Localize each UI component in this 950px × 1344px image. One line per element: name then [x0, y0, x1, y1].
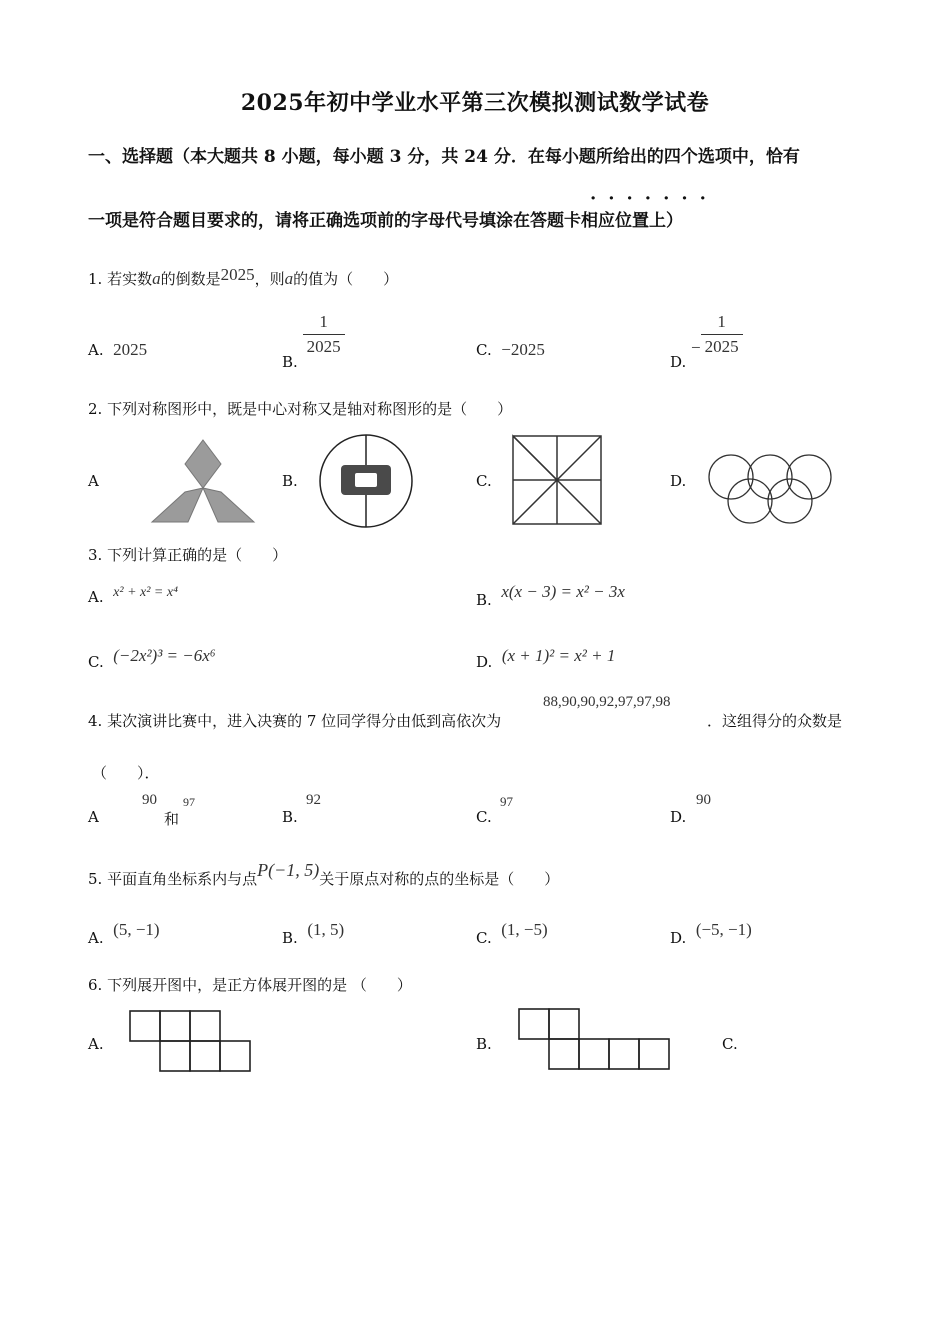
question-4-option-a-value2: 97	[183, 795, 195, 809]
question-5-option-a[interactable]: A. (5, −1)	[88, 920, 160, 947]
three-rhombus-logo[interactable]	[150, 436, 256, 526]
question-4-option-a-joiner: 和	[164, 810, 180, 828]
question-3-stem: 3. 下列计算正确的是（ ）	[88, 546, 288, 564]
section-header-line1: 一、选择题（本大题共 8 小题，每小题 3 分，共 24 分．在每小题所给出的四个选项中，恰有	[88, 147, 800, 167]
question-1-option-c[interactable]: C. −2025	[476, 340, 545, 359]
question-2-stem: 2. 下列对称图形中，既是中心对称又是轴对称图形的是（ ）	[88, 400, 513, 418]
question-4-option-b-value: 92	[306, 792, 321, 808]
question-4-stem-end: ．这组得分的众数是	[707, 712, 843, 730]
question-4-option-a-value: 90	[142, 792, 157, 808]
question-2-option-a-label[interactable]: A	[88, 472, 99, 490]
question-4-stem-line2: （ ）．	[92, 764, 160, 782]
question-4-option-d-value: 90	[696, 792, 711, 808]
question-5-option-d[interactable]: D. (−5, −1)	[670, 920, 752, 947]
question-4-option-d-label[interactable]: D.	[670, 808, 687, 826]
question-4-stem: 4. 某次演讲比赛中，进入决赛的 7 位同学得分由低到高依次为	[88, 712, 502, 730]
question-4-option-b-label[interactable]: B.	[282, 808, 298, 826]
ancient-coin[interactable]	[316, 432, 416, 530]
question-6-option-b-label[interactable]: B.	[476, 1035, 492, 1053]
question-1-option-b[interactable]: B. $\frac{1}{2025}$	[282, 312, 345, 357]
olympic-rings[interactable]	[704, 452, 836, 528]
question-2-option-c-label[interactable]: C.	[476, 472, 492, 490]
pinwheel[interactable]	[510, 434, 604, 526]
question-4-scores: 88,90,90,92,97,97,98	[543, 694, 671, 710]
question-1-option-d[interactable]: D. − $\frac{1}{2025}$	[670, 312, 743, 357]
emphasis-dots: ·······	[590, 188, 718, 209]
question-4-option-c-value: 97	[500, 794, 513, 809]
page-title: 2025年初中学业水平第三次模拟测试数学试卷	[240, 90, 710, 116]
question-4-option-c-label[interactable]: C.	[476, 808, 492, 826]
section-header-line2: 一项是符合题目要求的，请将正确选项前的字母代号填涂在答题卡相应位置上）	[88, 211, 683, 231]
question-3-option-a[interactable]: A. x² + x² = x⁴	[88, 585, 178, 606]
question-3-option-b[interactable]: B. x(x − 3) = x² − 3x	[476, 582, 625, 609]
question-4-option-a-label[interactable]: A	[88, 808, 99, 826]
cube-net-b[interactable]	[518, 1008, 676, 1072]
question-5-option-c[interactable]: C. (1, −5)	[476, 920, 548, 947]
question-5-stem: 5. 平面直角坐标系内与点P(−1, 5)关于原点对称的点的坐标是（ ）	[88, 860, 560, 888]
question-3-option-c[interactable]: C. (−2x²)³ = −6x⁶	[88, 646, 216, 671]
question-6-stem: 6. 下列展开图中，是正方体展开图的是 （ ）	[88, 976, 412, 994]
question-6-option-a-label[interactable]: A.	[88, 1035, 104, 1053]
question-6-option-c-label[interactable]: C.	[722, 1035, 738, 1053]
question-1-option-a[interactable]: A. 2025	[88, 340, 148, 359]
question-2-option-b-label[interactable]: B.	[282, 472, 298, 490]
question-1-stem: 1. 若实数a的倒数是2025，则a的值为（ ）	[88, 265, 399, 288]
question-5-option-b[interactable]: B. (1, 5)	[282, 920, 345, 947]
question-3-option-d[interactable]: D. (x + 1)² = x² + 1	[476, 646, 616, 671]
question-2-option-d-label[interactable]: D.	[670, 472, 687, 490]
cube-net-a[interactable]	[129, 1010, 255, 1072]
